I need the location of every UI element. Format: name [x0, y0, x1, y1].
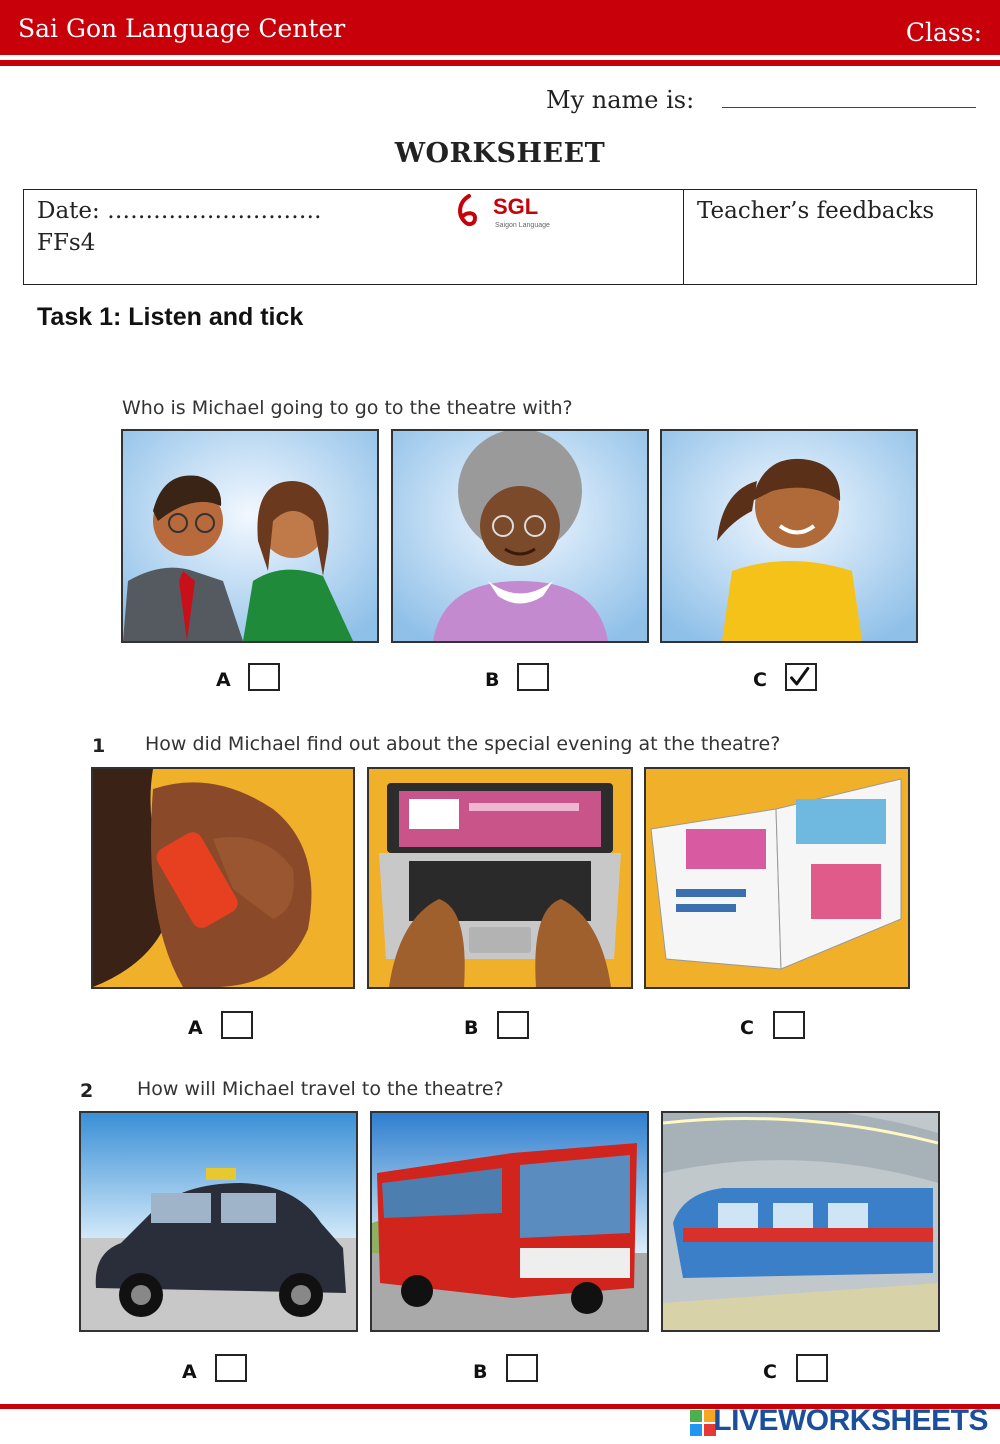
question-number: 1	[92, 735, 106, 757]
picture-grandmother	[391, 429, 649, 643]
checkbox-q1-a[interactable]	[221, 1011, 253, 1039]
checkbox-q2-c[interactable]	[796, 1354, 828, 1382]
option-letter: C	[753, 669, 767, 691]
info-box-divider	[683, 189, 684, 285]
name-input-line[interactable]	[722, 107, 976, 108]
date-field[interactable]: Date: ……………………….	[37, 198, 322, 224]
checkbox-q2-b[interactable]	[506, 1354, 538, 1382]
question-example-text: Who is Michael going to go to the theatre with?	[122, 397, 573, 419]
option-letter: B	[473, 1361, 488, 1383]
liveworksheets-brand: LIVEWORKSHEETS	[713, 1404, 988, 1437]
checkbox-q2-a[interactable]	[215, 1354, 247, 1382]
teacher-feedback-label: Teacher’s feedbacks	[697, 198, 935, 224]
center-name: Sai Gon Language Center	[18, 14, 346, 43]
picture-taxi	[79, 1111, 358, 1332]
question-1-text: How did Michael find out about the special evening at the theatre?	[145, 733, 781, 755]
picture-man-and-woman	[121, 429, 379, 643]
option-letter: A	[188, 1017, 203, 1039]
name-label: My name is:	[546, 86, 695, 114]
picture-train	[661, 1111, 940, 1332]
worksheet-title: WORKSHEET	[394, 138, 606, 169]
checkbox-example-b[interactable]	[517, 663, 549, 691]
course-code: FFs4	[37, 230, 96, 256]
option-letter: A	[216, 669, 231, 691]
option-letter: C	[740, 1017, 754, 1039]
picture-girl	[660, 429, 918, 643]
question-2-text: How will Michael travel to the theatre?	[137, 1078, 504, 1100]
picture-bus	[370, 1111, 649, 1332]
logo-text: SGL	[493, 194, 539, 219]
checkbox-q1-c[interactable]	[773, 1011, 805, 1039]
header-bar	[0, 0, 1000, 55]
checkbox-example-c[interactable]	[785, 663, 817, 691]
option-letter: C	[763, 1361, 777, 1383]
picture-magazine	[644, 767, 910, 989]
option-letter: B	[464, 1017, 479, 1039]
checkbox-q1-b[interactable]	[497, 1011, 529, 1039]
liveworksheets-logo-icon	[690, 1410, 716, 1436]
checkbox-example-a[interactable]	[248, 663, 280, 691]
option-letter: A	[182, 1361, 197, 1383]
picture-laptop	[367, 767, 633, 989]
class-label: Class:	[905, 18, 982, 47]
header-rule	[0, 60, 1000, 66]
question-number: 2	[80, 1080, 94, 1102]
sgl-logo	[455, 192, 565, 232]
picture-phone-call	[91, 767, 355, 989]
task-title: Task 1: Listen and tick	[37, 303, 304, 331]
option-letter: B	[485, 669, 500, 691]
logo-subtext: Saigon Language	[495, 222, 550, 229]
check-mark-icon	[787, 665, 815, 689]
